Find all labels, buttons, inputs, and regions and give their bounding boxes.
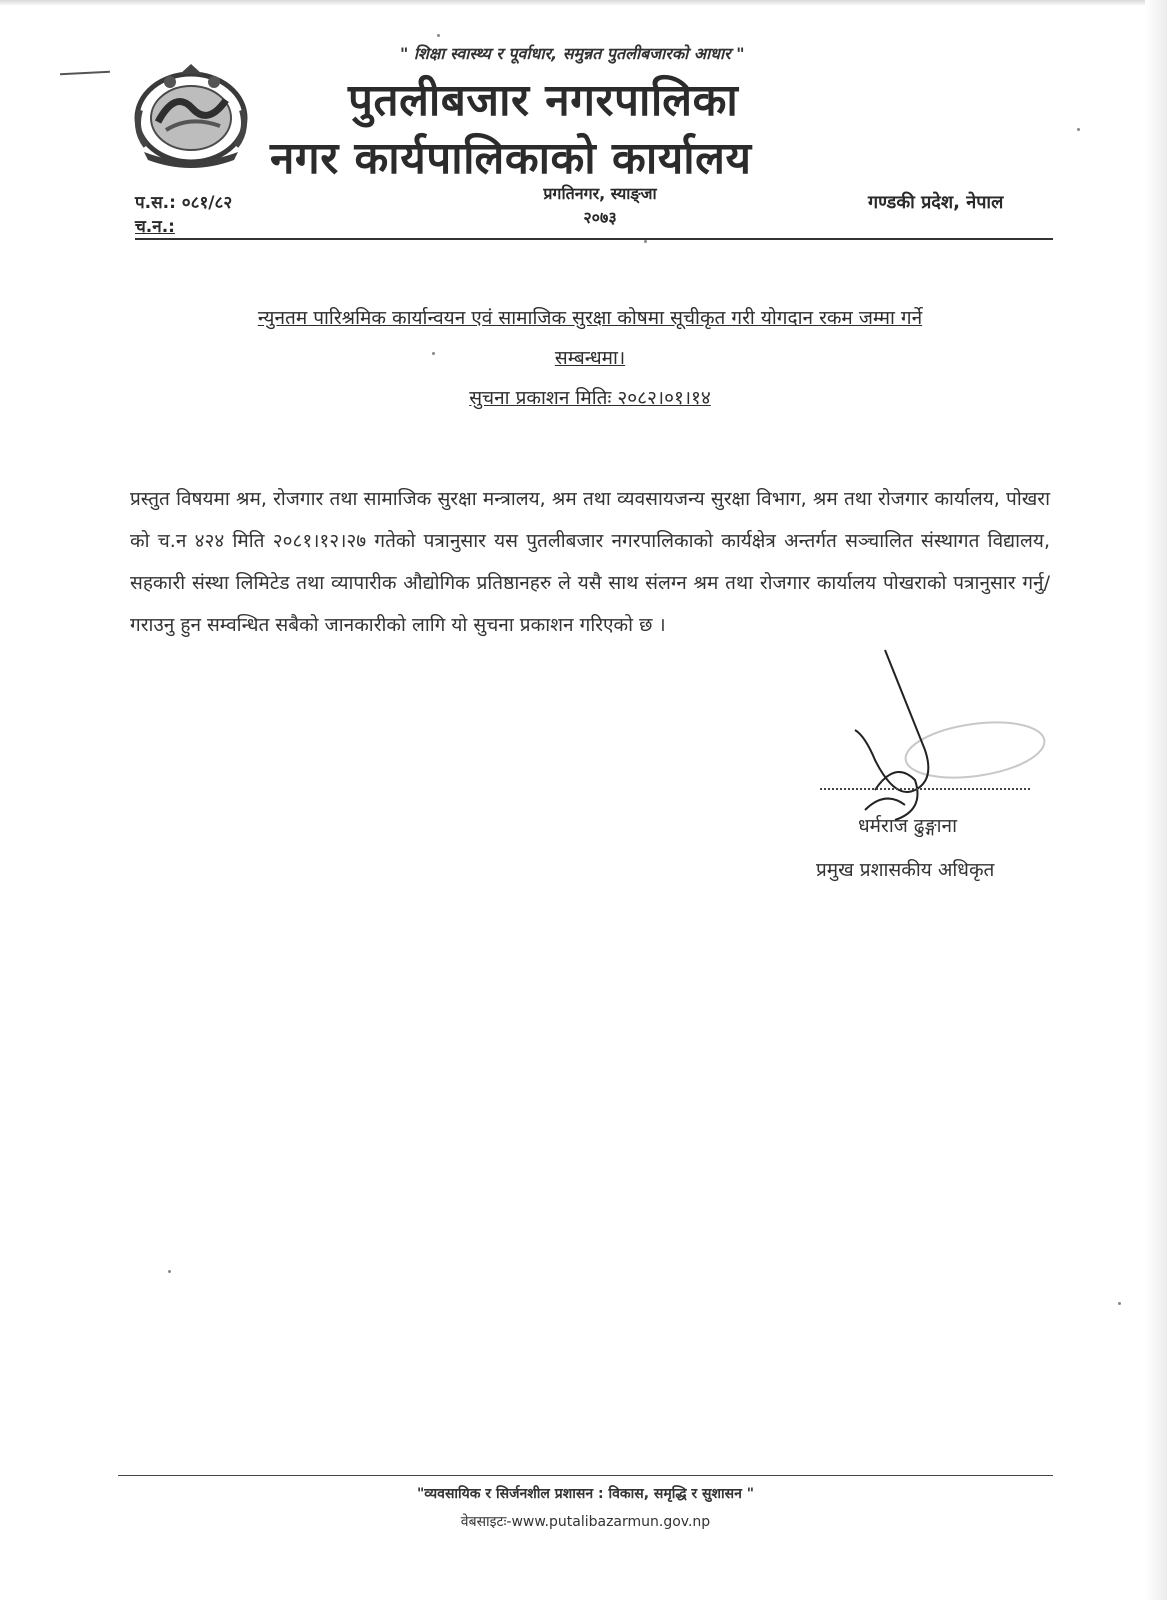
footer-motto: "व्यवसायिक र सिर्जनशील प्रशासन : विकास, समृद्धि र सुशासन " — [416, 1486, 755, 1502]
notice-body: प्रस्तुत विषयमा श्रम, रोजगार तथा सामाजिक सुरक्षा मन्त्रालय, श्रम तथा व्यवसायजन्य सुरक्षा विभाग, श्रम तथा रोजगार कार्यालय, पोखरा को च.न ४२४ मिति २०८१।१२।२७ गतेको पत्रानुसार यस पुतलीबजार नगरपालिकाको कार्यक्षेत्र अन्तर्गत सञ्चालित संस्थागत विद्यालय, सहकारी संस्था लिमिटेड तथा व्यापारीक औद्योगिक प्रतिष्ठानहरु ले यसै साथ संलग्न श्रम तथा रोजगार कार्यालय पोखराको पत्रानुसार गर्नु/गराउनु हुन सम्वन्धित सबैको जानकारीको लागि यो सुचना प्रकाशन गरिएको छ । — [130, 488, 1050, 636]
scan-speck — [1077, 128, 1080, 131]
publication-date-text: सुचना प्रकाशन मितिः २०८२।०१।१४ — [469, 387, 711, 409]
signatory-name: धर्मराज ढुङ्गाना — [858, 815, 957, 837]
scan-speck — [168, 1270, 171, 1273]
subject-line-2: सम्बन्धमा। — [554, 347, 626, 369]
office-address — [525, 182, 675, 230]
footer-divider — [118, 1475, 1053, 1476]
municipality-title: पुतलीबजार नगरपालिका — [348, 75, 739, 126]
established-year: २०७३ — [583, 208, 617, 227]
notice-subject — [140, 298, 1040, 378]
address-line: प्रगतिनगर, स्याङ्जा — [543, 184, 657, 203]
scan-speck — [437, 34, 440, 37]
scan-speck — [432, 352, 435, 355]
scan-mark — [60, 71, 110, 76]
page-edge-top — [0, 0, 1167, 6]
signature-icon — [835, 640, 1055, 840]
page-edge-right — [1145, 0, 1167, 1600]
subject-line-1: न्युनतम पारिश्रमिक कार्यान्वयन एवं सामाजिक सुरक्षा कोषमा सूचीकृत गरी योगदान रकम जम्मा गर्ने — [257, 307, 923, 329]
scan-speck — [644, 240, 647, 243]
signatory-title: प्रमुख प्रशासकीय अधिकृत — [816, 859, 995, 881]
province-label: गण्डकी प्रदेश, नेपाल — [868, 192, 1004, 213]
office-title: नगर कार्यपालिकाको कार्यालय — [270, 133, 752, 184]
header-divider — [135, 238, 1053, 240]
scan-speck — [1118, 1302, 1121, 1305]
footer-website: वेबसाइटः-www.putalibazarmun.gov.np — [460, 1514, 711, 1530]
reference-number: प.स.: ०८१/८२ — [135, 193, 233, 213]
publication-date — [140, 384, 1040, 410]
nepal-emblem-icon — [130, 60, 252, 170]
dispatch-number: च.न.: — [135, 217, 175, 237]
header-motto: " शिक्षा स्वास्थ्य र पूर्वाधार, समुन्नत पुतलीबजारको आधार " — [400, 44, 745, 63]
signature-line — [820, 788, 1030, 790]
